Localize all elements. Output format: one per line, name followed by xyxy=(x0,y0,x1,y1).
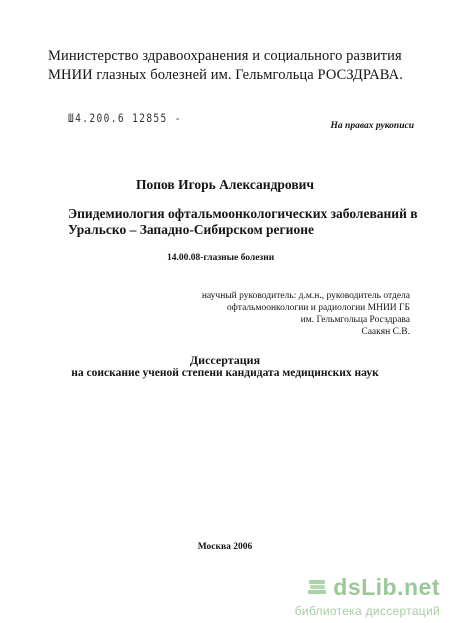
dissertation-title-line-1: Эпидемиология офтальмоонкологических заболеваний в xyxy=(68,206,418,221)
dissertation-heading: Диссертация xyxy=(189,353,261,367)
dslib-watermark xyxy=(295,575,440,617)
book-stack-icon xyxy=(305,575,329,599)
watermark-logo-text: dsLib.net xyxy=(333,574,440,600)
supervisor-line-1: научный руководитель: д.м.н., руководитель отдела xyxy=(201,291,410,301)
dissertation-title-line-2: Уральско – Западно-Сибирском регионе xyxy=(68,222,314,237)
manuscript-rights-label: На правах рукописи xyxy=(330,121,414,131)
archive-code: Ш4.200.6 12855 - xyxy=(68,112,182,126)
ministry-line-2: МНИИ глазных болезней им. Гельмгольца РОСЗДРАВА. xyxy=(48,67,403,83)
author-name: Попов Игорь Александрович xyxy=(135,177,315,192)
city-year: Москва 2006 xyxy=(197,542,253,552)
specialty-code: 14.00.08-глазные болезни xyxy=(167,253,275,263)
dissertation-subheading: на соискание ученой степени кандидата медицинских наук xyxy=(71,367,379,379)
supervisor-name: Саакян С.В. xyxy=(361,327,410,337)
watermark-subtitle: библиотека диссертаций xyxy=(294,604,440,618)
ministry-line-1: Министерство здравоохранения и социального развития xyxy=(48,48,402,64)
supervisor-line-3: им. Гельмгольца Росздрава xyxy=(300,315,410,325)
supervisor-line-2: офтальмоонкологии и радиологии МНИИ ГБ xyxy=(226,303,410,313)
